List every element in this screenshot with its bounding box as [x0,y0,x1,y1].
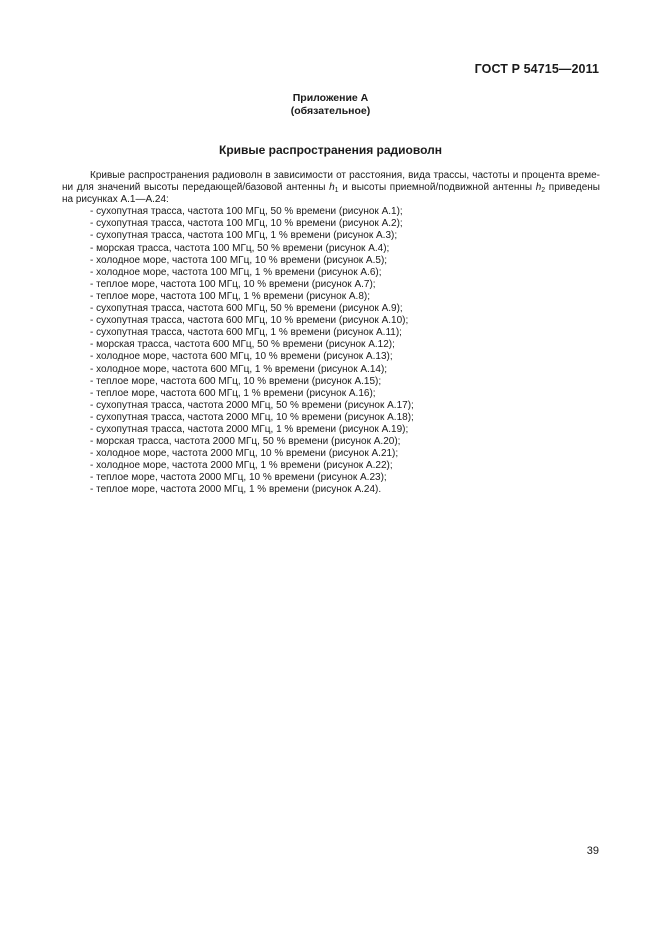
list-item: - сухопутная трасса, частота 100 МГц, 1 % времени (рисунок А.3); [90,230,398,242]
list-item: - теплое море, частота 100 МГц, 1 % времени (рисунок А.8); [90,290,370,302]
document-body [62,170,600,497]
list-item: - морская трасса, частота 2000 МГц, 50 % времени (рисунок А.20); [90,436,401,448]
list-item: - сухопутная трасса, частота 600 МГц, 1 % времени (рисунок А.11); [90,327,402,339]
intro-line-1: Кривые распространения радиоволн в зависимости от расстояния, вида трассы, частоты и процента време- [90,170,600,181]
document-code: ГОСТ Р 54715—2011 [474,62,599,76]
intro-line-2 [62,182,600,194]
list-item: - теплое море, частота 2000 МГц, 1 % времени (рисунок А.24). [90,484,382,496]
list-item: - сухопутная трасса, частота 600 МГц, 10 % времени (рисунок А.10); [90,315,409,327]
intro-line-2-part-b: и высоты приемной/подвижной антенны [338,182,536,194]
h1-subscript: 1 [334,187,339,195]
list-item: - сухопутная трасса, частота 100 МГц, 50 % времени (рисунок А.1); [90,206,403,218]
list-item: - сухопутная трасса, частота 2000 МГц, 1 % времени (рисунок А.19); [90,423,409,435]
intro-paragraph [62,170,600,206]
annex-title: Приложение А [292,92,369,104]
list-item: - холодное море, частота 100 МГц, 1 % времени (рисунок А.6); [90,266,382,278]
list-item: - морская трасса, частота 600 МГц, 50 % времени (рисунок А.12); [90,339,395,351]
list-item: - морская трасса, частота 100 МГц, 50 % времени (рисунок А.4); [90,242,390,254]
intro-line-2-part-a: ни для значений высоты передающей/базовой антенны [62,182,330,194]
annex-heading [0,92,661,118]
page-number: 39 [586,845,599,857]
list-item: - холодное море, частота 2000 МГц, 1 % времени (рисунок А.22); [90,460,393,472]
list-item: - холодное море, частота 600 МГц, 1 % времени (рисунок А.14); [90,363,388,375]
figure-list [62,206,600,496]
intro-line-2-part-c: приведены [545,182,600,194]
list-item: - холодное море, частота 2000 МГц, 10 % времени (рисунок А.21); [90,448,399,460]
list-item: - сухопутная трасса, частота 2000 МГц, 10 % времени (рисунок А.18); [90,411,414,423]
list-item: - сухопутная трасса, частота 100 МГц, 10 % времени (рисунок А.2); [90,218,403,230]
list-item: - теплое море, частота 2000 МГц, 10 % времени (рисунок А.23); [90,472,387,484]
list-item: - сухопутная трасса, частота 600 МГц, 50 % времени (рисунок А.9); [90,303,403,315]
list-item: - сухопутная трасса, частота 2000 МГц, 50 % времени (рисунок А.17); [90,399,414,411]
section-title: Кривые распространения радиоволн [219,143,442,157]
intro-line-3: на рисунках А.1—А.24: [62,194,169,206]
list-item: - теплое море, частота 100 МГц, 10 % времени (рисунок А.7); [90,278,376,290]
list-item: - теплое море, частота 600 МГц, 10 % времени (рисунок А.15); [90,375,382,387]
h1-symbol: h [329,182,335,194]
list-item: - холодное море, частота 100 МГц, 10 % времени (рисунок А.5); [90,254,388,266]
list-item: - холодное море, частота 600 МГц, 10 % времени (рисунок А.13); [90,351,393,363]
list-item: - теплое море, частота 600 МГц, 1 % времени (рисунок А.16); [90,387,376,399]
h2-symbol: h [535,182,542,194]
h2-subscript: 2 [541,187,546,195]
annex-status: (обязательное) [290,105,371,117]
